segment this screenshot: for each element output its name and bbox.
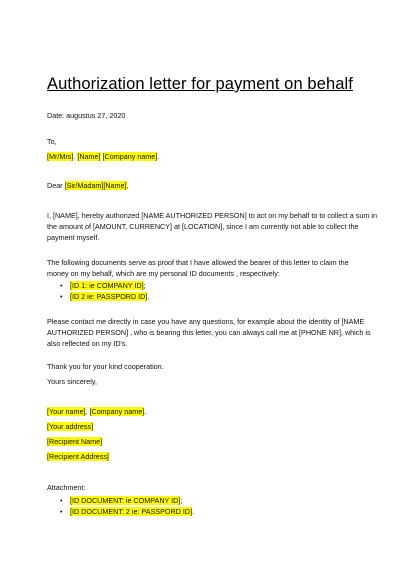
thanks-line: Thank you for your kind cooperation. bbox=[47, 362, 164, 371]
your-name: [Your name] bbox=[47, 407, 86, 416]
paragraph-line: AUTHORIZED PERSON] , who is bearing this letter, you can always call me at [PHONE NR], which is bbox=[47, 328, 371, 337]
your-address: [Your address] bbox=[47, 422, 94, 431]
list-item-end: . bbox=[192, 507, 195, 516]
to-line: To, bbox=[47, 137, 57, 146]
paragraph-line: the amount of [AMOUNT, CURRENCY] at [LOCATION], since I am currently not able to collect the bbox=[47, 222, 359, 231]
list-item bbox=[70, 495, 182, 506]
id-document-2: [ID 2 ie: PASSPORD ID] bbox=[70, 292, 148, 301]
signature-line bbox=[47, 406, 146, 417]
recipient-company: [Company name] bbox=[102, 152, 158, 161]
list-item bbox=[70, 506, 194, 517]
salutation-prefix: Dear bbox=[47, 181, 65, 190]
page-title: Authorization letter for payment on behalf bbox=[47, 75, 353, 93]
your-address-line bbox=[47, 421, 93, 432]
bullet-dot: • bbox=[60, 281, 63, 290]
attachment-label: Attachment: bbox=[47, 483, 86, 492]
attachment-2: [ID DOCUMENT: 2 ie: PASSPORD ID] bbox=[70, 507, 193, 516]
recipient-name: [Name] bbox=[77, 152, 101, 161]
paragraph-line: The following documents serve as proof that I have allowed the bearer of this letter to claim the bbox=[47, 258, 349, 267]
id-document-1: [ID 1: ie COMPANY ID] bbox=[70, 281, 144, 290]
recipient-title: [Mr/Mrs] bbox=[47, 152, 74, 161]
bullet-dot: • bbox=[60, 292, 63, 301]
recipient-name-placeholder: [Recipient Name] bbox=[47, 437, 103, 446]
paragraph-line: also reflected on my ID's. bbox=[47, 339, 128, 348]
recipient-address-line bbox=[47, 451, 109, 462]
salutation-sir-madam: [Sir/Madam] bbox=[64, 181, 104, 190]
list-item bbox=[70, 291, 149, 302]
paragraph-line: money on my behalf, which are my personal ID documents , respectively: bbox=[47, 269, 280, 278]
paragraph-line: I, [NAME], hereby authorized [NAME AUTHORIZED PERSON] to act on my behalf to to collect a sum in bbox=[47, 211, 377, 220]
closing-line: Yours sincerely, bbox=[47, 377, 97, 386]
paragraph-line: payment myself. bbox=[47, 233, 100, 242]
recipient-address-placeholder: [Recipient Address] bbox=[47, 452, 109, 461]
salutation bbox=[47, 180, 129, 191]
recipient-line bbox=[47, 151, 159, 162]
salutation-name: [Name] bbox=[103, 181, 127, 190]
list-item-end: . bbox=[147, 292, 150, 301]
recipient-sep: . bbox=[73, 152, 78, 161]
recipient-name-line bbox=[47, 436, 102, 447]
recipient-end: . bbox=[157, 152, 160, 161]
bullet-dot: • bbox=[60, 496, 63, 505]
attachment-1: [ID DOCUMENT: ie COMPANY ID] bbox=[70, 496, 181, 505]
list-item-end: ; bbox=[180, 496, 183, 505]
list-item-end: ; bbox=[143, 281, 146, 290]
bullet-dot: • bbox=[60, 507, 63, 516]
salutation-end: , bbox=[126, 181, 129, 190]
your-company: [Company name] bbox=[89, 407, 145, 416]
signature-sep: , bbox=[85, 407, 90, 416]
paragraph-line: Please contact me directly in case you have any questions, for example about the identity of [NAME bbox=[47, 317, 365, 326]
list-item bbox=[70, 280, 146, 291]
date-line: Date: augustus 27, 2020 bbox=[47, 111, 126, 120]
signature-end: . bbox=[144, 407, 147, 416]
